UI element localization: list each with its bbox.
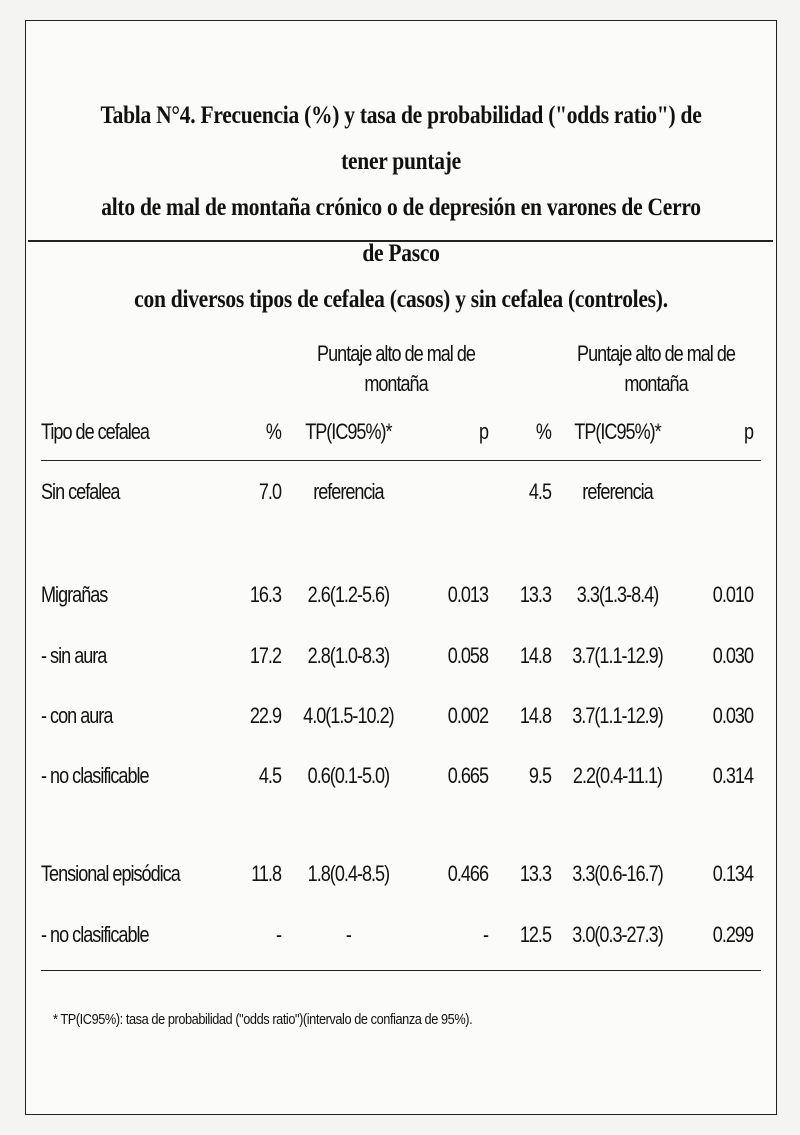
header-divider — [41, 460, 761, 461]
column-header: TP(IC95%)* — [305, 419, 392, 444]
table-cell: 4.0(1.5-10.2) — [303, 703, 394, 728]
table-cell: referencia — [582, 479, 653, 504]
table-cell: 2.2(0.4-11.1) — [572, 763, 663, 788]
group-header-2: Puntaje alto de mal de montaña — [577, 341, 735, 396]
footnote: * TP(IC95%): tasa de probabilidad ("odds ratio")(intervalo de confianza de 95%). — [53, 1011, 473, 1028]
column-header: % — [265, 419, 281, 444]
row-label: - sin aura — [41, 643, 107, 668]
group-header-1: Puntaje alto de mal de montaña — [317, 341, 475, 396]
row-label: Sin cefalea — [41, 479, 120, 504]
table-cell: 2.8(1.0-8.3) — [307, 643, 390, 668]
table-cell: 9.5 — [528, 763, 551, 788]
table-cell: 0.665 — [447, 763, 488, 788]
table-bottom-rule — [41, 970, 761, 971]
table-cell: 0.010 — [712, 582, 753, 607]
table-cell: 7.0 — [258, 479, 281, 504]
table-cell: referencia — [313, 479, 384, 504]
table-cell: - — [345, 922, 351, 947]
table-cell: 0.030 — [712, 643, 753, 668]
table-cell: 13.3 — [519, 861, 551, 886]
table-cell: 3.7(1.1-12.9) — [572, 703, 663, 728]
table-cell: 1.8(0.4-8.5) — [307, 861, 390, 886]
table-cell: 0.314 — [712, 763, 753, 788]
table-cell: 0.466 — [447, 861, 488, 886]
table-cell: 0.134 — [712, 861, 753, 886]
title-line-1: Tabla N°4. Frecuencia (%) y tasa de probabilidad ("odds ratio") de tener puntaje — [100, 102, 702, 175]
table-cell: 4.5 — [258, 763, 281, 788]
row-label: Migrañas — [41, 582, 108, 607]
column-header: p — [743, 419, 753, 444]
row-label: Tensional episódica — [41, 861, 180, 886]
column-header: Tipo de cefalea — [41, 419, 149, 444]
row-label: - no clasificable — [41, 763, 149, 788]
row-label: - no clasificable — [41, 922, 149, 947]
title-line-3: con diversos tipos de cefalea (casos) y sin cefalea (controles). — [134, 286, 668, 313]
column-header: TP(IC95%)* — [574, 419, 661, 444]
table-cell: 17.2 — [249, 643, 281, 668]
table-cell: 14.8 — [519, 643, 551, 668]
table-cell: 16.3 — [249, 582, 281, 607]
table-cell: 14.8 — [519, 703, 551, 728]
table-cell: 22.9 — [249, 703, 281, 728]
table-cell: 0.058 — [447, 643, 488, 668]
column-header: % — [535, 419, 551, 444]
table-cell: 13.3 — [519, 582, 551, 607]
row-label: - con aura — [41, 703, 113, 728]
table-cell: 3.7(1.1-12.9) — [572, 643, 663, 668]
column-header: p — [478, 419, 488, 444]
table-cell: 3.0(0.3-27.3) — [572, 922, 663, 947]
table-cell: - — [482, 922, 488, 947]
table-cell: 3.3(0.6-16.7) — [572, 861, 663, 886]
table-cell: - — [275, 922, 281, 947]
table-cell: 2.6(1.2-5.6) — [307, 582, 390, 607]
table-cell: 0.013 — [447, 582, 488, 607]
title-line-2: alto de mal de montaña crónico o de depresión en varones de Cerro de Pasco — [101, 194, 701, 267]
table-cell: 12.5 — [519, 922, 551, 947]
title-divider — [28, 240, 773, 242]
table-cell: 11.8 — [251, 861, 281, 886]
table-title — [91, 93, 710, 323]
table-cell: 0.6(0.1-5.0) — [307, 763, 390, 788]
table-cell: 0.030 — [712, 703, 753, 728]
table-cell: 4.5 — [528, 479, 551, 504]
table-cell: 0.299 — [712, 922, 753, 947]
table-cell: 3.3(1.3-8.4) — [576, 582, 659, 607]
table-frame — [25, 20, 777, 1115]
table-cell: 0.002 — [447, 703, 488, 728]
